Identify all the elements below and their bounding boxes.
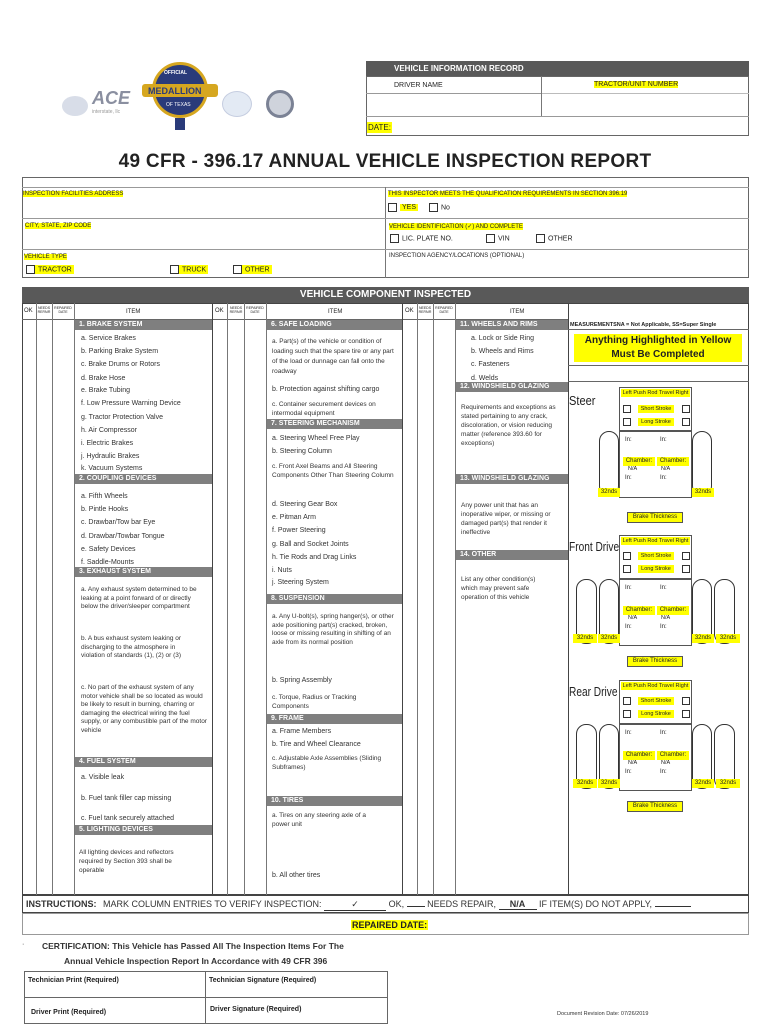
document-revision-date: Document Revision Date: 07/26/2019	[557, 1011, 649, 1017]
steering-item-e: e. Pitman Arm	[272, 514, 316, 521]
steering-item-a: a. Steering Wheel Free Play	[272, 435, 360, 442]
vehicle-info-record	[366, 61, 749, 136]
section-steering-mechanism: 7. STEERING MECHANISM	[267, 419, 402, 429]
technician-print-label: Technician Print (Required)	[28, 977, 119, 984]
coupling-item-f: f. Saddle-Mounts	[81, 559, 134, 566]
instructions-row	[26, 899, 691, 911]
vin-checkbox[interactable]	[486, 234, 495, 243]
lic-plate-checkbox[interactable]	[390, 234, 399, 243]
tractor-unit-input[interactable]	[543, 94, 747, 115]
rear-in-right: In:	[660, 730, 667, 736]
steer-tire-left	[599, 431, 619, 496]
windshield-12-text: Requirements and exceptions as stated pertaining to any crack, discoloration, or vision reducing matter (reference 393.60 for exceptions)	[461, 404, 556, 447]
rear-long-label: Long Stroke	[638, 710, 674, 718]
rear-na-right: N/A	[661, 760, 671, 766]
section-frame: 9. FRAME	[267, 714, 402, 724]
steering-item-i: i. Nuts	[272, 567, 292, 574]
driver-print-label: Driver Print (Required)	[31, 1009, 107, 1016]
yes-checkbox[interactable]	[388, 203, 397, 212]
steering-item-j: j. Steering System	[272, 579, 329, 586]
rear-na-left: N/A	[628, 760, 638, 766]
rear-chamber-right: Chamber:	[657, 751, 689, 760]
coupling-item-e: e. Safety Devices	[81, 546, 136, 553]
instructions-na: N/A	[499, 899, 537, 910]
front-in-left-2: In:	[625, 624, 632, 630]
exhaust-item-b: b. A bus exhaust system leaking or discharging to the atmosphere in violation of standards (1), (2) or (3)	[81, 635, 182, 659]
small-logo-left	[62, 96, 88, 116]
section-coupling-devices: 2. COUPLING DEVICES	[75, 474, 212, 484]
brake-item-a: a. Service Brakes	[81, 335, 136, 342]
steer-nds-right: 32nds	[692, 488, 714, 497]
section-exhaust-system: 3. EXHAUST SYSTEM	[75, 567, 212, 577]
front-in-right-2: In:	[660, 624, 667, 630]
brake-item-k: k. Vacuum Systems	[81, 465, 143, 472]
tractor-checkbox[interactable]	[26, 265, 35, 274]
rear-brake-thickness: Brake Thickness	[627, 801, 683, 812]
rear-long-right-checkbox[interactable]	[682, 710, 690, 718]
vin-option[interactable]: VIN	[486, 234, 510, 243]
round-logo	[222, 91, 252, 117]
front-in-left: In:	[625, 585, 632, 591]
lighting-item: All lighting devices and reflectors required by Section 393 shall be operable	[79, 849, 174, 874]
steer-na-left: N/A	[628, 466, 638, 472]
steer-short-left-checkbox[interactable]	[623, 405, 631, 413]
ace-logo	[92, 88, 130, 115]
rear-nds-3: 32nds	[692, 779, 714, 788]
coupling-item-a: a. Fifth Wheels	[81, 493, 128, 500]
no-checkbox[interactable]	[429, 203, 438, 212]
brake-item-b: b. Parking Brake System	[81, 348, 159, 355]
section-tires: 10. TIRES	[267, 796, 402, 806]
tires-item-a: a. Tires on any steering axle of a power unit	[272, 812, 366, 828]
steer-long-left-checkbox[interactable]	[623, 418, 631, 426]
steering-item-d: d. Steering Gear Box	[272, 501, 338, 508]
truck-checkbox[interactable]	[170, 265, 179, 274]
front-long-label: Long Stroke	[638, 565, 674, 573]
front-nds-2: 32nds	[598, 634, 620, 643]
other-type-option[interactable]: OTHER	[233, 265, 272, 274]
ok-mark: ✓	[324, 899, 386, 911]
suspension-item-a: a. Any U-bolt(s), spring hanger(s), or other axle positioning part(s) cracked, broken, loose or missing resulting in shifting of an axle from its normal position	[272, 613, 394, 646]
repaired-date-label[interactable]: REPAIRED DATE:	[352, 920, 428, 930]
rear-drive-block	[568, 678, 749, 816]
technician-signature-input[interactable]	[207, 985, 387, 996]
instructions-needs-repair: NEEDS REPAIR,	[427, 899, 496, 909]
other-id-option[interactable]: OTHER	[536, 234, 573, 243]
lic-plate-option[interactable]: LIC. PLATE NO.	[390, 234, 453, 243]
truck-option[interactable]: TRUCK	[170, 265, 208, 274]
instructions-text-2: IF ITEM(S) DO NOT APPLY,	[539, 899, 653, 909]
brake-item-c: c. Brake Drums or Rotors	[81, 361, 160, 368]
instructions-ok: OK,	[388, 899, 405, 909]
agency-input[interactable]	[388, 262, 746, 276]
steering-item-f: f. Power Steering	[272, 527, 326, 534]
front-chamber-left: Chamber:	[623, 606, 655, 615]
certification-line-1: CERTIFICATION: This Vehicle has Passed All The Inspection Items For The	[42, 941, 344, 951]
fuel-item-a: a. Visible leak	[81, 774, 125, 781]
front-in-right: In:	[660, 585, 667, 591]
steer-block	[568, 384, 749, 524]
steering-item-c: c. Front Axel Beams and All Steering Components Other Than Steering Column	[272, 463, 394, 479]
steer-in-left: In:	[625, 437, 632, 443]
medallion-text: MEDALLION	[148, 86, 202, 96]
front-short-label: Short Stroke	[638, 552, 674, 560]
other-type-checkbox[interactable]	[233, 265, 242, 274]
front-nds-4: 32nds	[716, 634, 740, 643]
rear-pushrod-label: Left Push Rod Travel Right	[622, 683, 689, 689]
steer-na-right: N/A	[661, 466, 671, 472]
brake-item-f: f. Low Pressure Warning Device	[81, 400, 181, 407]
section-lighting-devices: 5. LIGHTING DEVICES	[75, 825, 212, 835]
other-id-checkbox[interactable]	[536, 234, 545, 243]
loading-item-c: c. Container securement devices on intermodal equipment	[272, 401, 376, 417]
qualification-no[interactable]: No	[429, 203, 450, 212]
rear-in-left: In:	[625, 730, 632, 736]
logo-row	[22, 58, 352, 133]
city-state-zip-input[interactable]	[24, 231, 382, 247]
driver-name-input[interactable]	[368, 94, 539, 115]
fuel-item-c: c. Fuel tank securely attached	[81, 815, 174, 822]
brake-item-j: j. Hydraulic Brakes	[81, 453, 140, 460]
brake-item-d: d. Brake Hose	[81, 375, 126, 382]
component-title: VEHICLE COMPONENT INSPECTED	[22, 287, 749, 303]
steering-item-b: b. Steering Column	[272, 448, 332, 455]
other-text: List any other condition(s) which may prevent safe operation of this vehicle	[461, 576, 536, 601]
rear-short-right-checkbox[interactable]	[682, 697, 690, 705]
steer-tire-right	[692, 431, 712, 496]
steer-label: Steer	[569, 393, 596, 408]
frame-item-a: a. Frame Members	[272, 728, 332, 735]
page-title: 49 CFR - 396.17 ANNUAL VEHICLE INSPECTION REPORT	[118, 151, 652, 172]
section-brake-system: 1. BRAKE SYSTEM	[75, 320, 212, 330]
rear-nds-2: 32nds	[598, 779, 620, 788]
front-drive-block	[568, 533, 749, 671]
qualification-yes[interactable]: YES	[388, 203, 418, 212]
windshield-13-text: Any power unit that has an inoperative wiper, or missing or damaged part(s) that render it ineffective	[461, 502, 551, 536]
cvsa-logo	[266, 90, 294, 118]
coupling-item-c: c. Drawbar/Tow bar Eye	[81, 519, 156, 526]
section-other: 14. OTHER	[456, 550, 568, 560]
instructions-label: INSTRUCTIONS:	[26, 899, 97, 909]
agency-label: INSPECTION AGENCY/LOCATIONS (OPTIONAL)	[389, 253, 525, 259]
wheels-item-b: b. Wheels and Rims	[471, 348, 534, 355]
brake-item-g: g. Tractor Protection Valve	[81, 414, 163, 421]
exhaust-item-c: c. No part of the exhaust system of any motor vehicle shall be so located as would be likely to result in burning, charring or damaging the electrical wiring the fuel supply, or any combustible part of the motor vehicle	[81, 684, 207, 734]
rear-chamber-left: Chamber:	[623, 751, 655, 760]
front-drive-label: Front Drive	[569, 539, 620, 554]
technician-signature-label: Technician Signature (Required)	[209, 977, 317, 984]
loading-item-a: a. Part(s) of the vehicle or condition of loading such that the spare tire or any part of the load or dunnage can fall onto the roadway	[272, 338, 394, 375]
driver-signature-label: Driver Signature (Required)	[210, 1006, 302, 1013]
steer-long-label: Long Stroke	[638, 418, 674, 426]
certification-line-2: Annual Vehicle Inspection Report In Accordance with 49 CFR 396	[64, 956, 328, 966]
suspension-item-c: c. Torque, Radius or Tracking Components	[272, 694, 357, 710]
front-na-left: N/A	[628, 615, 638, 621]
driver-name-label: DRIVER NAME	[394, 82, 443, 89]
front-long-left-checkbox[interactable]	[623, 565, 631, 573]
frame-item-c: c. Adjustable Axle Assemblies (Sliding Subframes)	[272, 755, 382, 771]
steering-item-g: g. Ball and Socket Joints	[272, 541, 349, 548]
brake-item-i: i. Electric Brakes	[81, 440, 134, 447]
section-windshield-glazing-13: 13. WINDSHIELD GLAZING	[456, 474, 568, 484]
technician-print-input[interactable]	[26, 985, 204, 996]
vehicle-identification-label: VEHICLE IDENTIFICATION (✓) AND COMPLETE	[389, 224, 523, 230]
frame-item-b: b. Tire and Wheel Clearance	[272, 741, 361, 748]
qualification-label: THIS INSPECTOR MEETS THE QUALIFICATION REQUIREMENTS IN SECTION 396.19	[388, 191, 628, 197]
front-chamber-right: Chamber:	[657, 606, 689, 615]
tractor-unit-label: TRACTOR/UNIT NUMBER	[594, 81, 679, 88]
steer-short-label: Short Stroke	[638, 405, 674, 413]
rear-short-left-checkbox[interactable]	[623, 697, 631, 705]
front-nds-3: 32nds	[692, 634, 714, 643]
coupling-item-b: b. Pintle Hooks	[81, 506, 129, 513]
steer-brake-thickness: Brake Thickness	[627, 512, 683, 523]
front-na-right: N/A	[661, 615, 671, 621]
vehicle-type-label: VEHICLE TYPE	[24, 254, 67, 260]
facilities-address-label: INSPECTION FACILITIES ADDRESS	[23, 191, 124, 197]
brake-item-h: h. Air Compressor	[81, 427, 138, 434]
brake-item-e: e. Brake Tubing	[81, 387, 131, 394]
tires-item-b: b. All other tires	[272, 872, 321, 879]
medallion-logo	[142, 60, 218, 130]
section-wheels-rims: 11. WHEELS AND RIMS	[456, 320, 568, 330]
steer-pushrod-label: Left Push Rod Travel Right	[622, 390, 689, 396]
front-short-right-checkbox[interactable]	[682, 552, 690, 560]
steer-short-right-checkbox[interactable]	[682, 405, 690, 413]
instructions-text-1: MARK COLUMN ENTRIES TO VERIFY INSPECTION:	[103, 899, 322, 909]
steer-chamber-left: Chamber:	[623, 457, 655, 466]
col-headers-2: OK NEEDS REPAIR REPAIRED DATE ITEM	[215, 306, 343, 315]
rear-in-right-2: In:	[660, 769, 667, 775]
wheels-item-a: a. Lock or Side Ring	[471, 335, 535, 342]
exhaust-item-a: a. Any exhaust system determined to be leaking at a point forward of or directly below the driver/sleeper compartment	[81, 586, 197, 610]
rear-long-left-checkbox[interactable]	[623, 710, 631, 718]
info-record-title: VEHICLE INFORMATION RECORD	[366, 61, 749, 76]
rear-drive-label: Rear Drive	[569, 684, 618, 699]
ace-logo-text: ACE	[92, 88, 131, 108]
front-nds-1: 32nds	[573, 634, 597, 643]
steer-in-right-2: In:	[660, 475, 667, 481]
coupling-item-d: d. Drawbar/Towbar Tongue	[81, 533, 165, 540]
facilities-address-input[interactable]	[24, 200, 382, 216]
measurements-header: MEASUREMENTSNA = Not Applicable, SS=Super Single	[570, 322, 717, 328]
steer-in-right: In:	[660, 437, 667, 443]
medallion-bottom-text: OF TEXAS	[166, 102, 191, 108]
steer-in-left-2: In:	[625, 475, 632, 481]
col-headers-3: OK NEEDS REPAIR REPAIRED DATE ITEM	[405, 306, 525, 315]
rear-short-label: Short Stroke	[638, 697, 674, 705]
suspension-item-b: b. Spring Assembly	[272, 677, 332, 684]
steer-long-right-checkbox[interactable]	[682, 418, 690, 426]
certification-bullet: ·	[22, 941, 25, 948]
fuel-item-b: b. Fuel tank filler cap missing	[81, 795, 172, 802]
steer-chamber-right: Chamber:	[657, 457, 689, 466]
rear-nds-1: 32nds	[573, 779, 597, 788]
front-long-right-checkbox[interactable]	[682, 565, 690, 573]
tractor-option[interactable]: TRACTOR	[26, 265, 74, 274]
section-safe-loading: 6. SAFE LOADING	[267, 320, 402, 330]
rear-nds-4: 32nds	[716, 779, 740, 788]
date-label[interactable]: DATE:	[368, 123, 391, 132]
medallion-top-text: OFFICIAL	[164, 70, 188, 76]
highlight-note: Anything Highlighted in Yellow Must Be Completed	[574, 334, 742, 362]
front-brake-thickness: Brake Thickness	[627, 656, 683, 667]
wheels-item-d: d. Welds	[471, 375, 499, 382]
loading-item-b: b. Protection against shifting cargo	[272, 386, 380, 393]
col-headers-1: OK NEEDS REPAIR REPAIRED DATE ITEM	[24, 306, 141, 315]
section-windshield-glazing-12: 12. WINDSHIELD GLAZING	[456, 382, 568, 392]
section-suspension: 8. SUSPENSION	[267, 594, 402, 604]
wheels-item-c: c. Fasteners	[471, 361, 510, 368]
rear-in-left-2: In:	[625, 769, 632, 775]
front-short-left-checkbox[interactable]	[623, 552, 631, 560]
city-state-zip-label: CITY, STATE, ZIP CODE	[25, 223, 92, 229]
section-fuel-system: 4. FUEL SYSTEM	[75, 757, 212, 767]
ace-logo-tagline: interstate, llc	[92, 109, 121, 115]
steer-nds-left: 32nds	[598, 488, 620, 497]
front-pushrod-label: Left Push Rod Travel Right	[622, 538, 689, 544]
steering-item-h: h. Tie Rods and Drag Links	[272, 554, 357, 561]
